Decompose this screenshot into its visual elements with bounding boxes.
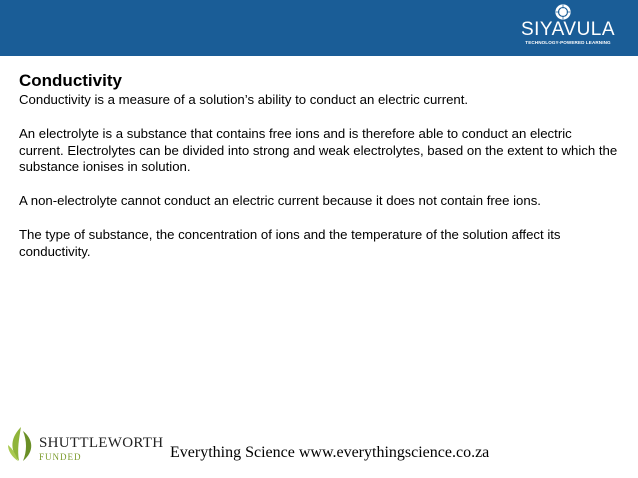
paragraph: An electrolyte is a substance that contains free ions and is therefore able to conduct an electric current. Electrolytes can be divided into strong and weak electrolytes, based on the extent to which the substance ionises in solution. — [19, 125, 618, 175]
leaf-icon — [5, 423, 37, 465]
paragraph: The type of substance, the concentration of ions and the temperature of the solution affect its conductivity. — [19, 226, 561, 259]
brand-name: SIYAVULA — [520, 19, 616, 40]
paragraph: A non-electrolyte cannot conduct an electric current because it does not contain free ions. — [19, 193, 541, 209]
footer-site-text: Everything Science www.everythingscience.co.za — [170, 444, 490, 461]
siyavula-logo[interactable] — [512, 3, 624, 51]
slide-content — [19, 70, 619, 278]
sponsor-subtitle: FUNDED — [39, 452, 82, 462]
paragraph: Conductivity is a measure of a solution’s ability to conduct an electric current. — [19, 92, 469, 107]
brand-tagline: TECHNOLOGY-POWERED LEARNING — [525, 40, 611, 45]
header-bar — [0, 0, 638, 56]
slide-title: Conductivity — [19, 71, 122, 90]
shuttleworth-logo[interactable] — [5, 423, 164, 465]
sponsor-name: SHUTTLEWORTH — [39, 435, 164, 451]
